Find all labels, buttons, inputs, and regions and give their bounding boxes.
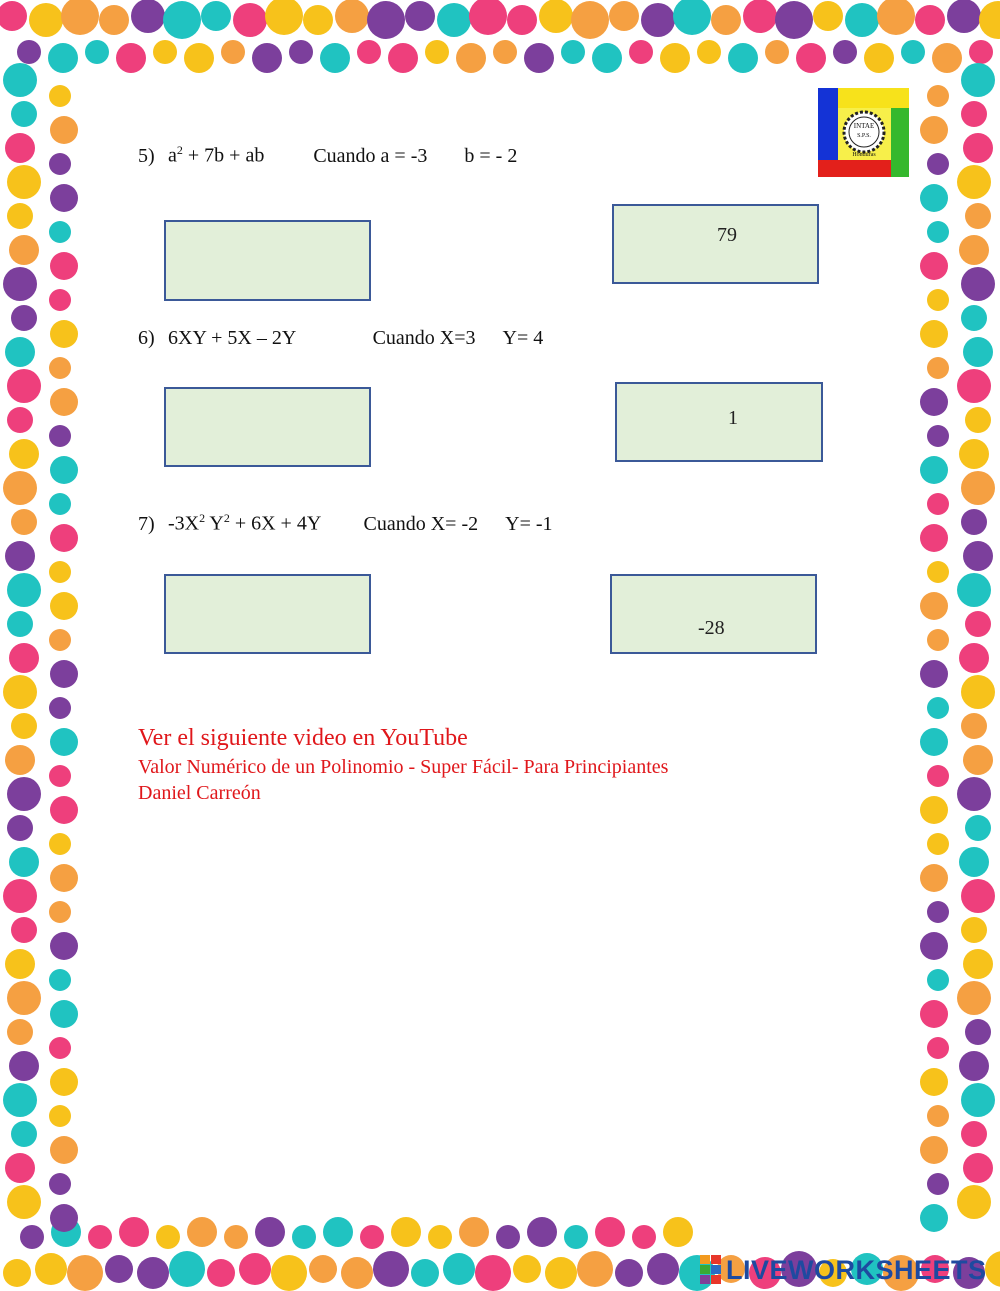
expression-term: + 7b + ab [182,144,265,167]
answer-value: 1 [728,407,738,429]
border-dot [595,1217,625,1247]
border-dot [927,1037,949,1059]
answer-input[interactable] [166,576,369,652]
border-dot [845,3,879,37]
liveworksheets-logo [700,1254,987,1286]
border-dot [11,305,37,331]
border-dot [9,847,39,877]
answer-input[interactable] [166,389,369,465]
border-dot [493,40,517,64]
border-dot [437,3,471,37]
border-dot [957,369,991,403]
border-dot [357,40,381,64]
border-dot [428,1225,452,1249]
border-dot [711,5,741,35]
question-5 [138,143,517,168]
border-dot [963,949,993,979]
condition: b = - 2 [464,144,518,167]
border-dot [920,932,948,960]
border-dot [49,289,71,311]
border-dot [207,1259,235,1287]
brand-text: LIVEWORKSHEETS [726,1254,987,1285]
border-dot [153,40,177,64]
border-dot [50,1000,78,1028]
border-dot [647,1253,679,1285]
answer-value-box[interactable] [612,204,819,284]
border-dot [99,5,129,35]
border-dot [7,611,33,637]
border-dot [50,660,78,688]
border-dot [11,917,37,943]
border-dot [961,63,995,97]
border-dot [965,815,991,841]
answer-input-box[interactable] [164,574,371,654]
border-dot [961,917,987,943]
border-dot [3,63,37,97]
border-dot [163,1,201,39]
border-dot [17,40,41,64]
expression-term: 6XY + 5X – 2Y [168,327,296,349]
expression-term: Y [205,512,224,535]
border-dot [920,728,948,756]
border-dot [49,969,71,991]
border-dot [957,165,991,199]
border-dot [50,456,78,484]
border-dot [963,745,993,775]
border-dot [961,101,987,127]
border-dot [629,40,653,64]
border-dot [201,1,231,31]
border-dot [7,777,41,811]
border-dot [927,833,949,855]
border-dot [920,864,948,892]
border-dot [959,847,989,877]
border-dot [292,1225,316,1249]
border-dot [3,675,37,709]
border-dot [927,969,949,991]
border-dot [961,509,987,535]
border-dot [920,388,948,416]
border-dot [49,153,71,175]
border-dot [920,660,948,688]
border-dot [49,697,71,719]
border-dot [459,1217,489,1247]
border-dot [323,1217,353,1247]
border-dot [632,1225,656,1249]
border-dot [5,337,35,367]
border-dot [35,1253,67,1285]
border-dot [927,425,949,447]
border-dot [443,1253,475,1285]
border-dot [7,573,41,607]
border-dot [513,1255,541,1283]
border-dot [475,1255,511,1291]
border-dot [969,40,993,64]
border-dot [9,439,39,469]
logo-text-3: Honduras [852,152,876,158]
answer-input-box[interactable] [164,220,371,301]
border-dot [920,320,948,348]
border-dot [119,1217,149,1247]
border-dot [405,1,435,31]
border-dot [609,1,639,31]
logo-text-2: S.P.S. [857,133,871,139]
border-dot [7,981,41,1015]
border-dot [927,289,949,311]
border-dot [49,833,71,855]
border-dot [29,3,63,37]
border-dot [105,1255,133,1283]
border-dot [7,407,33,433]
border-dot [920,1000,948,1028]
border-dot [341,1257,373,1289]
border-dot [5,133,35,163]
condition: Cuando X= -2 [363,512,479,535]
border-dot [959,235,989,265]
border-dot [920,184,948,212]
border-dot [920,1204,948,1232]
border-dot [411,1259,439,1287]
video-heading: Ver el siguiente video en YouTube [138,725,468,751]
border-dot [965,407,991,433]
border-dot [131,0,165,33]
border-dot [7,369,41,403]
border-dot [49,357,71,379]
border-dot [3,267,37,301]
border-dot [7,815,33,841]
condition: Y= 4 [502,327,544,349]
border-dot [961,675,995,709]
condition: Cuando X=3 [372,327,476,349]
border-dot [49,493,71,515]
border-dot [252,43,282,73]
border-dot [864,43,894,73]
border-dot [660,43,690,73]
expression-term: a [168,144,177,167]
border-dot [965,203,991,229]
border-dot [959,643,989,673]
border-dot [373,1251,409,1287]
border-dot [320,43,350,73]
border-dot [367,1,405,39]
border-dot [289,40,313,64]
border-dot [947,0,981,33]
border-dot [927,85,949,107]
border-dot [963,541,993,571]
border-dot [959,1051,989,1081]
border-dot [9,1051,39,1081]
border-dot [7,165,41,199]
border-dot [961,305,987,331]
border-dot [309,1255,337,1283]
border-dot [67,1255,103,1291]
border-dot [743,0,777,33]
border-dot [920,592,948,620]
border-dot [50,524,78,552]
border-dot [932,43,962,73]
border-dot [0,1,27,31]
border-dot [663,1217,693,1247]
border-dot [641,3,675,37]
border-dot [271,1255,307,1291]
expression-term: + 6X + 4Y [229,512,321,535]
border-dot [877,0,915,35]
border-dot [5,1153,35,1183]
border-dot [3,879,37,913]
border-dot [796,43,826,73]
border-dot [7,1019,33,1045]
liveworksheets-icon [700,1255,722,1285]
border-dot [48,43,78,73]
border-dot [335,0,369,33]
border-dot [963,337,993,367]
border-dot [592,43,622,73]
border-dot [979,1,1000,39]
border-dot [88,1225,112,1249]
border-dot [5,745,35,775]
border-dot [391,1217,421,1247]
border-dot [561,40,585,64]
border-dot [813,1,843,31]
border-dot [577,1251,613,1287]
border-dot [920,1136,948,1164]
border-dot [957,981,991,1015]
border-dot [963,1153,993,1183]
border-dot [3,1083,37,1117]
border-dot [50,864,78,892]
border-dot [927,153,949,175]
question-6 [138,327,543,350]
border-dot [927,765,949,787]
border-dot [233,3,267,37]
border-dot [697,40,721,64]
border-dot [469,0,507,35]
border-dot [156,1225,180,1249]
border-dot [49,85,71,107]
border-dot [539,0,573,33]
border-dot [49,1173,71,1195]
border-dot [49,901,71,923]
border-dot [5,541,35,571]
border-dot [50,932,78,960]
intae-school-logo [818,88,909,177]
border-dot [927,221,949,243]
logo-text-1: INTAE [853,122,875,130]
answer-value: 79 [717,224,737,246]
border-dot [765,40,789,64]
border-dot [965,1019,991,1045]
answer-value-box[interactable] [615,382,823,462]
border-dot [961,879,995,913]
border-dot [49,1037,71,1059]
border-dot [927,561,949,583]
border-dot [3,471,37,505]
border-dot [265,0,303,35]
border-dot [920,524,948,552]
border-dot [927,357,949,379]
border-dot [50,728,78,756]
border-dot [957,1185,991,1219]
border-dot [527,1217,557,1247]
border-dot [49,765,71,787]
border-dot [9,235,39,265]
question-number: 5) [138,144,155,167]
border-dot [169,1251,205,1287]
answer-input-box[interactable] [164,387,371,467]
border-dot [50,184,78,212]
border-dot [961,471,995,505]
border-dot [571,1,609,39]
border-dot [961,1083,995,1117]
border-dot [50,592,78,620]
video-author: Daniel Carreón [138,782,261,804]
border-dot [360,1225,384,1249]
border-dot [920,456,948,484]
border-dot [901,40,925,64]
border-dot [221,40,245,64]
question-number: 7) [138,512,155,535]
border-dot [920,252,948,280]
border-dot [775,1,813,39]
border-dot [50,796,78,824]
border-dot [50,1204,78,1232]
border-dot [496,1225,520,1249]
border-dot [927,629,949,651]
border-dot [961,267,995,301]
border-dot [49,221,71,243]
condition: Y= -1 [505,512,553,535]
answer-input[interactable] [166,222,369,299]
answer-value: -28 [698,617,725,639]
border-dot [61,0,99,35]
border-dot [507,5,537,35]
border-dot [3,1259,31,1287]
question-number: 6) [138,327,155,349]
border-dot [20,1225,44,1249]
exponent: 2 [223,511,230,525]
border-dot [50,252,78,280]
border-dot [920,116,948,144]
border-dot [184,43,214,73]
border-dot [239,1253,271,1285]
border-dot [915,5,945,35]
border-dot [388,43,418,73]
border-dot [224,1225,248,1249]
border-dot [50,116,78,144]
border-dot [49,629,71,651]
border-dot [50,1136,78,1164]
border-dot [927,493,949,515]
border-dot [116,43,146,73]
border-dot [303,5,333,35]
border-dot [7,203,33,229]
video-title-link[interactable]: Valor Numérico de un Polinomio - Super Fácil- Para Principiantes [138,756,669,778]
question-7 [138,511,553,536]
border-dot [920,796,948,824]
border-dot [187,1217,217,1247]
expression-term: -3X [168,512,200,535]
border-dot [50,1068,78,1096]
condition: Cuando a = -3 [313,144,428,167]
border-dot [11,509,37,535]
border-dot [9,643,39,673]
border-dot [920,1068,948,1096]
border-dot [985,1251,1000,1287]
border-dot [255,1217,285,1247]
border-dot [728,43,758,73]
exponent: 2 [199,511,206,525]
border-dot [961,1121,987,1147]
border-dot [49,1105,71,1127]
border-dot [49,561,71,583]
border-dot [927,901,949,923]
border-dot [49,425,71,447]
border-dot [927,697,949,719]
exponent: 2 [176,143,183,157]
border-dot [11,713,37,739]
border-dot [963,133,993,163]
answer-value-box[interactable] [610,574,817,654]
border-dot [50,320,78,348]
border-dot [524,43,554,73]
border-dot [11,1121,37,1147]
border-dot [957,777,991,811]
border-dot [957,573,991,607]
border-dot [85,40,109,64]
border-dot [425,40,449,64]
border-dot [7,1185,41,1219]
border-dot [11,101,37,127]
border-dot [137,1257,169,1289]
border-dot [615,1259,643,1287]
border-dot [833,40,857,64]
border-dot [965,611,991,637]
border-dot [545,1257,577,1289]
border-dot [961,713,987,739]
border-dot [564,1225,588,1249]
border-dot [456,43,486,73]
border-dot [927,1173,949,1195]
border-dot [5,949,35,979]
border-dot [927,1105,949,1127]
border-dot [959,439,989,469]
border-dot [673,0,711,35]
border-dot [50,388,78,416]
